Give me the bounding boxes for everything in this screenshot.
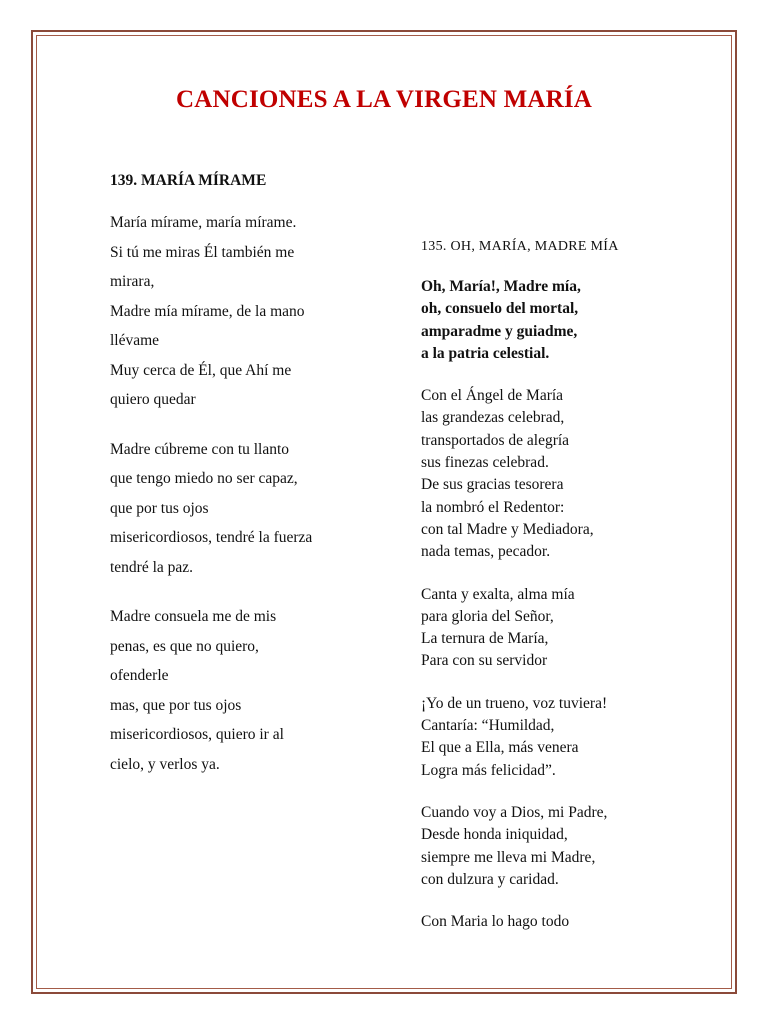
verse-line: tendré la paz.: [110, 558, 194, 576]
verse-line: sus finezas celebrad.: [421, 454, 549, 472]
verse-line: mirara,: [110, 273, 155, 290]
page-title: CANCIONES A LA VIRGEN MARÍA: [175, 86, 593, 113]
left-song-column: [110, 172, 355, 799]
verse-line: penas, es que no quiero,: [110, 637, 259, 655]
verse-line: con dulzura y caridad.: [421, 870, 559, 888]
right-stanza-4: [421, 693, 691, 782]
verse-line: amparadme y guiadme,: [421, 322, 578, 340]
verse-line: La ternura de María,: [421, 630, 549, 648]
verse-line: mas, que por tus ojos: [110, 696, 242, 714]
verse-line: Cantaría: “Humildad,: [421, 717, 555, 735]
verse-line: cielo, y verlos ya.: [110, 755, 220, 773]
verse-line: transportados de alegría: [421, 431, 570, 449]
verse-line: Madre mía mírame, de la mano: [110, 302, 305, 320]
verse-line: Cuando voy a Dios, mi Padre,: [421, 803, 608, 821]
verse-line: ofenderle: [110, 667, 169, 684]
verse-line: Canta y exalta, alma mía: [421, 585, 575, 603]
verse-line: a la patria celestial.: [421, 344, 550, 362]
verse-line: que tengo miedo no ser capaz,: [110, 470, 298, 487]
left-stanza-2: [110, 435, 355, 583]
verse-line: Oh, María!, Madre mía,: [421, 278, 581, 295]
verse-line: misericordiosos, quiero ir al: [110, 726, 284, 743]
right-stanza-3: [421, 584, 691, 673]
verse-line: De sus gracias tesorera: [421, 476, 564, 494]
verse-line: siempre me lleva mi Madre,: [421, 848, 596, 866]
verse-line: Madre cúbreme con tu llanto: [110, 440, 290, 458]
verse-line: misericordiosos, tendré la fuerza: [110, 529, 313, 546]
verse-line: para gloria del Señor,: [421, 607, 554, 625]
verse-line: Si tú me miras Él también me: [110, 243, 295, 261]
verse-line: Madre consuela me de mis: [110, 608, 277, 625]
verse-line: llévame: [110, 332, 160, 349]
verse-line: Logra más felicidad”.: [421, 761, 556, 779]
verse-line: las grandezas celebrad,: [421, 409, 565, 427]
right-stanza-6: [421, 911, 691, 933]
verse-line: Para con su servidor: [421, 652, 548, 670]
verse-line: Con el Ángel de María: [421, 387, 564, 405]
verse-line: la nombró el Redentor:: [421, 498, 565, 516]
verse-line: ¡Yo de un trueno, voz tuviera!: [421, 694, 608, 712]
verse-line: oh, consuelo del mortal,: [421, 300, 579, 318]
right-song-heading: 135. OH, MARÍA, MADRE MÍA: [421, 239, 619, 254]
right-stanza-5: [421, 802, 691, 891]
verse-line: nada temas, pecador.: [421, 543, 551, 561]
left-song-heading: 139. MARÍA MÍRAME: [110, 172, 267, 189]
right-stanza-2: [421, 385, 691, 563]
verse-line: Muy cerca de Él, que Ahí me: [110, 361, 292, 379]
verse-line: El que a Ella, más venera: [421, 739, 579, 757]
left-stanza-3: [110, 602, 355, 779]
verse-line: Desde honda iniquidad,: [421, 826, 568, 844]
left-stanza-1: [110, 208, 355, 415]
verse-line: María mírame, maría mírame.: [110, 214, 297, 231]
verse-line: quiero quedar: [110, 391, 196, 408]
right-stanza-chorus: [421, 276, 691, 365]
verse-line: que por tus ojos: [110, 499, 209, 517]
verse-line: con tal Madre y Mediadora,: [421, 520, 594, 538]
verse-line: Con Maria lo hago todo: [421, 913, 570, 931]
right-song-column: [421, 239, 691, 953]
